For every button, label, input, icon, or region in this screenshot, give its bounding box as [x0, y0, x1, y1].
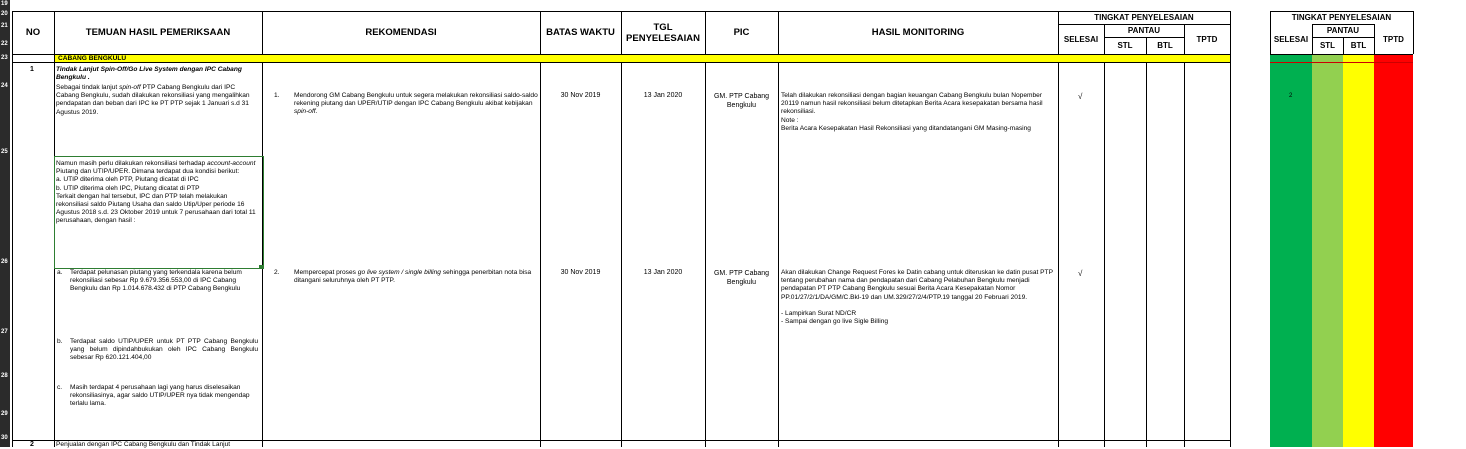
summary-header-tptd: TPTD: [1383, 34, 1404, 44]
selesai-check: √: [1078, 269, 1083, 278]
item-number: 2: [30, 441, 34, 448]
row-number[interactable]: 22: [0, 40, 10, 48]
header-tingkat-penyelesaian: TINGKAT PENYELESAIAN: [1094, 13, 1194, 22]
sub-label-a: a.: [57, 269, 63, 276]
summary-header-stl: STL: [1319, 41, 1336, 50]
temuan-sub-b: Terdapat saldo UTIP/UPER untuk PT PTP Cabang Bengkulu yang belum dipindahbukukan oleh IPC Cabang Bengkulu sebesar Rp 620.121.404,00: [70, 338, 258, 362]
pic: GM. PTP Cabang Bengkulu: [713, 93, 770, 109]
row-number[interactable]: 28: [0, 372, 10, 380]
tgl-penyelesaian: 13 Jan 2020: [643, 269, 683, 276]
header-tgl-line2: PENYELESAIAN: [626, 32, 700, 44]
batas-waktu: 30 Nov 2019: [560, 92, 601, 99]
sub-label-c: c.: [57, 384, 63, 391]
summary-header-tingkat: TINGKAT PENYELESAIAN: [1291, 13, 1392, 22]
header-tgl-penyelesaian: [621, 11, 705, 54]
temuan-sub-a: Terdapat pelunasan piutang yang terkendala karena belum rekonsiliasi sebesar Rp 9.679.356.553,00 di IPC Cabang Bengkulu dan Rp 1.014.678.432 di PTP Cabang Bengkulu: [70, 269, 242, 293]
summary-col-tptd: [1374, 55, 1413, 447]
summary-col-btl: [1343, 55, 1374, 447]
section-title: CABANG BENGKULU: [58, 55, 127, 62]
summary-header-btl: BTL: [1350, 41, 1367, 50]
summary-col-stl: [1312, 55, 1343, 447]
header-btl: BTL: [1157, 41, 1173, 50]
sub-label-b: b.: [57, 338, 63, 345]
row-number[interactable]: 21: [0, 22, 10, 30]
header-tptd: TPTD: [1196, 34, 1218, 44]
header-pic: PIC: [733, 27, 750, 38]
rec-text: Mendorong GM Cabang Bengkulu untuk segera melakukan rekonsiliasi saldo-saldo rekening piutang dan UPER/UTIP dengan IPC Cabang Bengkulu akibat kebijakan spin-off.: [294, 92, 538, 116]
row-number[interactable]: 23: [0, 54, 10, 62]
summary-selesai-value: 2: [1289, 93, 1293, 99]
hasil-monitoring: Telah dilakukan rekonsiliasi dengan bagian keuangan Cabang Bengkulu bulan Nopember 20119 namun hasil rekonsiliasi belum ditetapkan Berita Acara kesepakatan bersama hasil rekonsiliasi. Note : Berita Acara Kesepakatan Hasil Rekonsiliasi yang ditandatangani GM Masing-masing: [781, 92, 1043, 132]
summary-header-pantau: PANTAU: [1326, 26, 1360, 35]
header-hasil-monitoring: HASIL MONITORING: [871, 27, 965, 38]
rec-text: Mempercepat proses go live system / single billing sehingga penerbitan nota bisa ditangani seluruhnya oleh PT PTP.: [294, 269, 532, 285]
header-pantau: PANTAU: [1127, 26, 1161, 35]
fill-handle[interactable]: [259, 265, 263, 269]
rec-number: 2.: [274, 269, 280, 276]
row-number[interactable]: 25: [0, 148, 10, 156]
header-temuan: TEMUAN HASIL PEMERIKSAAN: [85, 27, 231, 38]
temuan-paragraph-1: Sebagai tindak lanjut spin-off PTP Cabang Bengkulu dari IPC Cabang Bengkulu, sudah dilakukan rekonsiliasi yang mengalihkan pendapatan dan beban dari IPC ke PT PTP sejak 1 Januari s.d 31 Agustus 2019.: [56, 84, 250, 116]
temuan-title: Penjualan dengan IPC Cabang Bengkulu dan Tindak Lanjut: [56, 441, 231, 448]
row-number[interactable]: 20: [0, 10, 10, 18]
row-number[interactable]: 26: [0, 258, 10, 266]
row-number[interactable]: 24: [0, 82, 10, 90]
header-rekomendasi: REKOMENDASI: [365, 27, 437, 38]
row-number[interactable]: 19: [0, 0, 10, 8]
batas-waktu: 30 Nov 2019: [560, 269, 601, 276]
header-no: NO: [25, 27, 41, 38]
header-batas-waktu: BATAS WAKTU: [546, 27, 615, 38]
row-number[interactable]: 27: [0, 328, 10, 336]
temuan-title: Tindak Lanjut Spin-Off/Go Live System dengan IPC Cabang Bengkulu .: [56, 66, 242, 82]
summary-header-selesai: SELESAI: [1273, 34, 1309, 44]
hasil-monitoring: Akan dilakukan Change Request Fores ke Datin cabang untuk diteruskan ke datin pusat PTP tentang perubahan nama dan pendapatan dari Cabang Pelabuhan Bengkulu menjadi pendapatan PT PTP Cabang Bengkulu sesuai Berita Acara Kesepakatan Nomor PP.01/27/2/1/DA/GM/C.Bkl-19 dan UM.329/27/2/4/PTP.19 tanggal 20 Februari 2019. - Lampirkan Surat ND/CR - Sampai dengan go live Sigle Billing: [781, 269, 1053, 326]
item-number: 1: [30, 66, 34, 73]
section-row-highlight: [55, 55, 1230, 62]
rec-number: 1.: [274, 92, 280, 99]
header-tgl-line1: TGL: [653, 21, 673, 33]
temuan-sub-c: Masih terdapat 4 perusahaan lagi yang harus diselesaikan rekonsiliasinya, agar saldo UTIP/UPER nya tidak mengendap terlalu lama.: [70, 384, 250, 408]
pic: GM. PTP Cabang Bengkulu: [713, 270, 770, 286]
row-number[interactable]: 30: [0, 434, 10, 442]
temuan-paragraph-2: Namun masih perlu dilakukan rekonsiliasi terhadap account-account Piutang dan UTIP/UPER. Dimana terdapat dua kondisi berikut: a. UTIP diterima oleh PTP, Piutang dicatat di IPC b. UTIP diterima oleh IPC, Piutang dicatat di PTP Terkait dengan hal tersebut, IPC dan PTP telah melakukan rekonsiliasi saldo Piutang Usaha dan saldo Utip/Uper periode 16 Agustus 2018 s.d. 23 Oktober 2019 untuk 7 perusahaan dari total 11 perusahaan, dengan hasil :: [56, 160, 256, 225]
header-stl: STL: [1117, 41, 1133, 50]
tgl-penyelesaian: 13 Jan 2020: [643, 92, 683, 99]
summary-col-selesai: [1270, 55, 1312, 447]
header-selesai: SELESAI: [1063, 34, 1099, 44]
selesai-check: √: [1078, 92, 1083, 101]
row-number[interactable]: 29: [0, 410, 10, 418]
